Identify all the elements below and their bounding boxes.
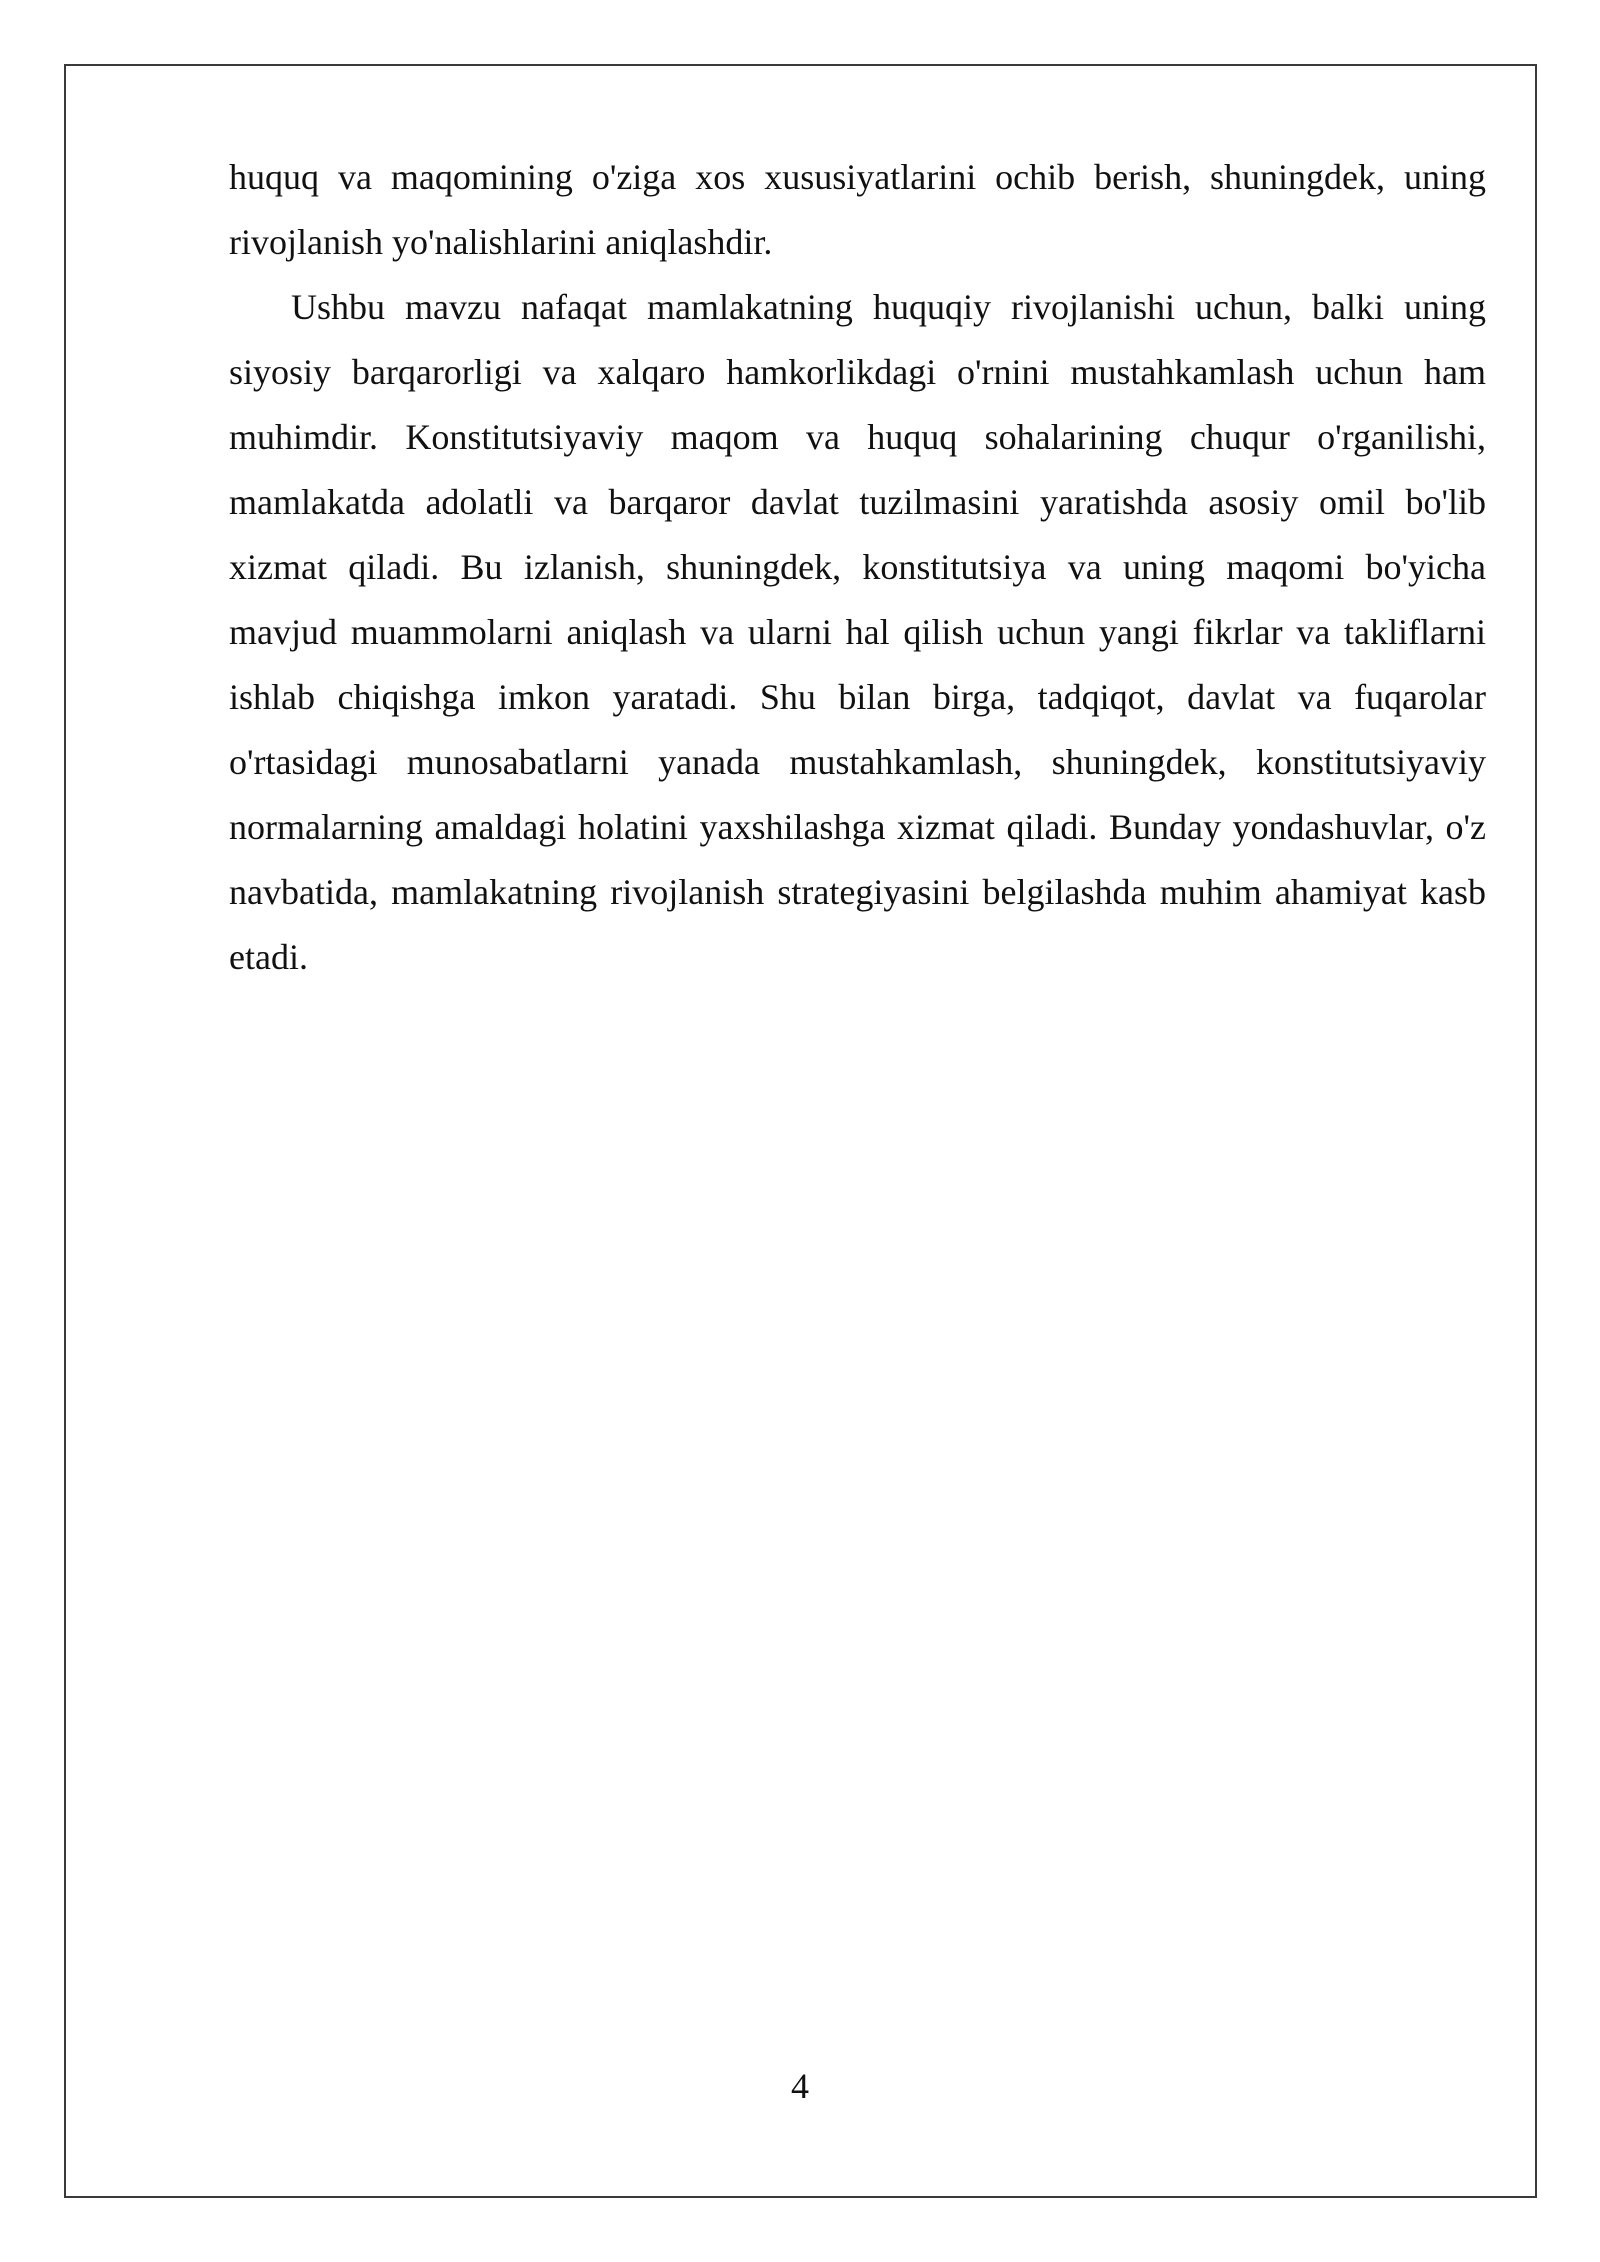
paragraph-main: Ushbu mavzu nafaqat mamlakatning huquqiy rivojlanishi uchun, balki uning siyosiy barqarorligi va xalqaro hamkorlikdagi o'rnini mustahkamlash uchun ham muhimdir. Konstitutsiyaviy maqom va huquq sohalarining chuqur o'rganilishi, mamlakatda adolatli va barqaror davlat tuzilmasini yaratishda asosiy omil bo'lib xizmat qiladi. Bu izlanish, shuningdek, konstitutsiya va uning maqomi bo'yicha mavjud muammolarni aniqlash va ularni hal qilish uchun yangi fikrlar va takliflarni ishlab chiqishga imkon yaratadi. Shu bilan birga, tadqiqot, davlat va fuqarolar o'rtasidagi munosabatlarni yanada mustahkamlash, shuningdek, konstitutsiyaviy normalarning amaldagi holatini yaxshilashga xizmat qiladi. Bunday yondashuvlar, o'z navbatida, mamlakatning rivojlanish strategiyasini belgilashda muhim ahamiyat kasb etadi.: [229, 287, 1486, 977]
paragraph-continued: huquq va maqomining o'ziga xos xususiyatlarini ochib berish, shuningdek, uning rivojlanish yo'nalishlarini aniqlashdir.: [229, 157, 1486, 262]
document-body: [229, 145, 1486, 990]
page-number: 4: [791, 2066, 809, 2106]
